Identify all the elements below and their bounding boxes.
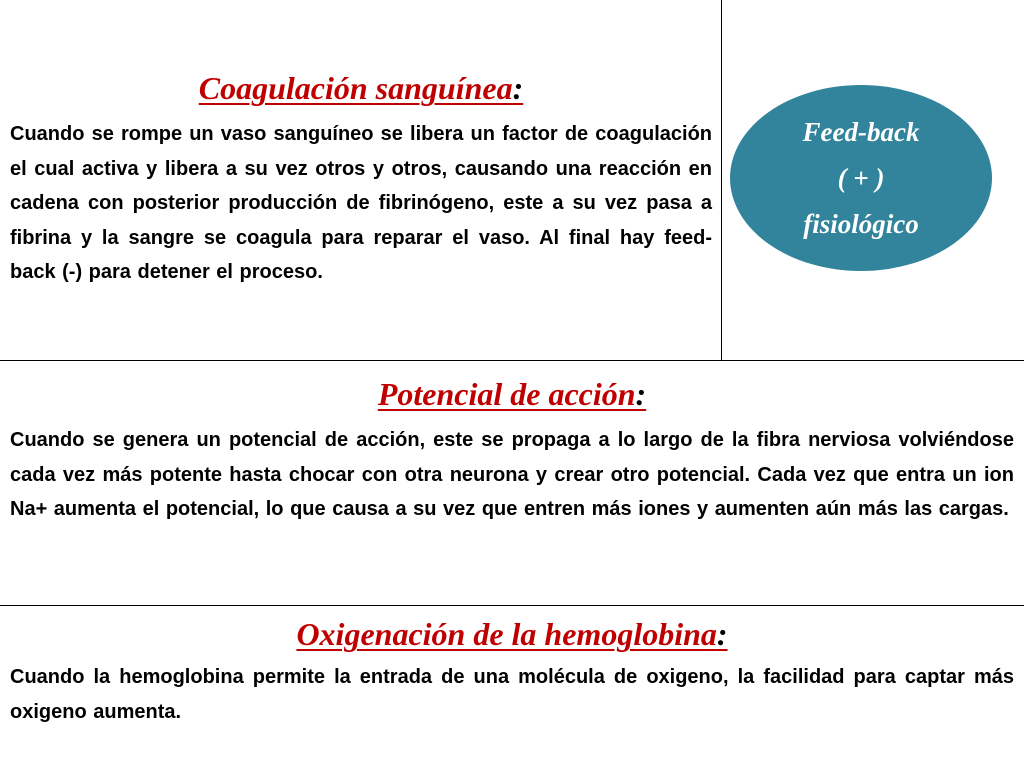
coagulacion-title-colon: : (512, 70, 524, 106)
oxigenacion-section (0, 605, 1024, 768)
coagulacion-section (0, 0, 722, 361)
feedback-section (721, 0, 1024, 361)
oxigenacion-text: Cuando la hemoglobina permite la entrada de una molécula de oxigeno, la facilidad para captar más oxigeno aumenta. (10, 666, 1014, 723)
coagulacion-text: Cuando se rompe un vaso sanguíneo se libera un factor de coagulación el cual activa y libera a su vez otros y otros, causando una reacción en cadena con posterior producción de fibrinógeno, este a su vez pasa a fibrina y la sangre se coagula para reparar el vaso. Al final hay feed-back (-) para detener el proceso. (10, 123, 712, 284)
feedback-line-3: fisiológico (803, 209, 919, 239)
feedback-line-2: ( + ) (837, 163, 885, 193)
coagulacion-title (0, 72, 722, 104)
potencial-title-text: Potencial de acción (377, 376, 636, 412)
feedback-line-1: Feed-back (802, 117, 920, 147)
potencial-text: Cuando se genera un potencial de acción, este se propaga a lo largo de la fibra nerviosa volviéndose cada vez más potente hasta chocar con otra neurona y crear otro potencial. Cada vez que entra un ion Na+ aumenta el potencial, lo que causa a su vez que entren más iones y aumenten aún más las cargas. (10, 429, 1014, 520)
potencial-title-colon: : (635, 376, 647, 412)
oxigenacion-title (0, 618, 1024, 650)
oxigenacion-title-colon: : (716, 616, 728, 652)
oxigenacion-title-text: Oxigenación de la hemoglobina (296, 616, 717, 652)
potencial-title (0, 378, 1024, 410)
coagulacion-title-text: Coagulación sanguínea (198, 70, 513, 106)
feedback-ellipse (730, 85, 992, 271)
potencial-section (0, 360, 1024, 606)
